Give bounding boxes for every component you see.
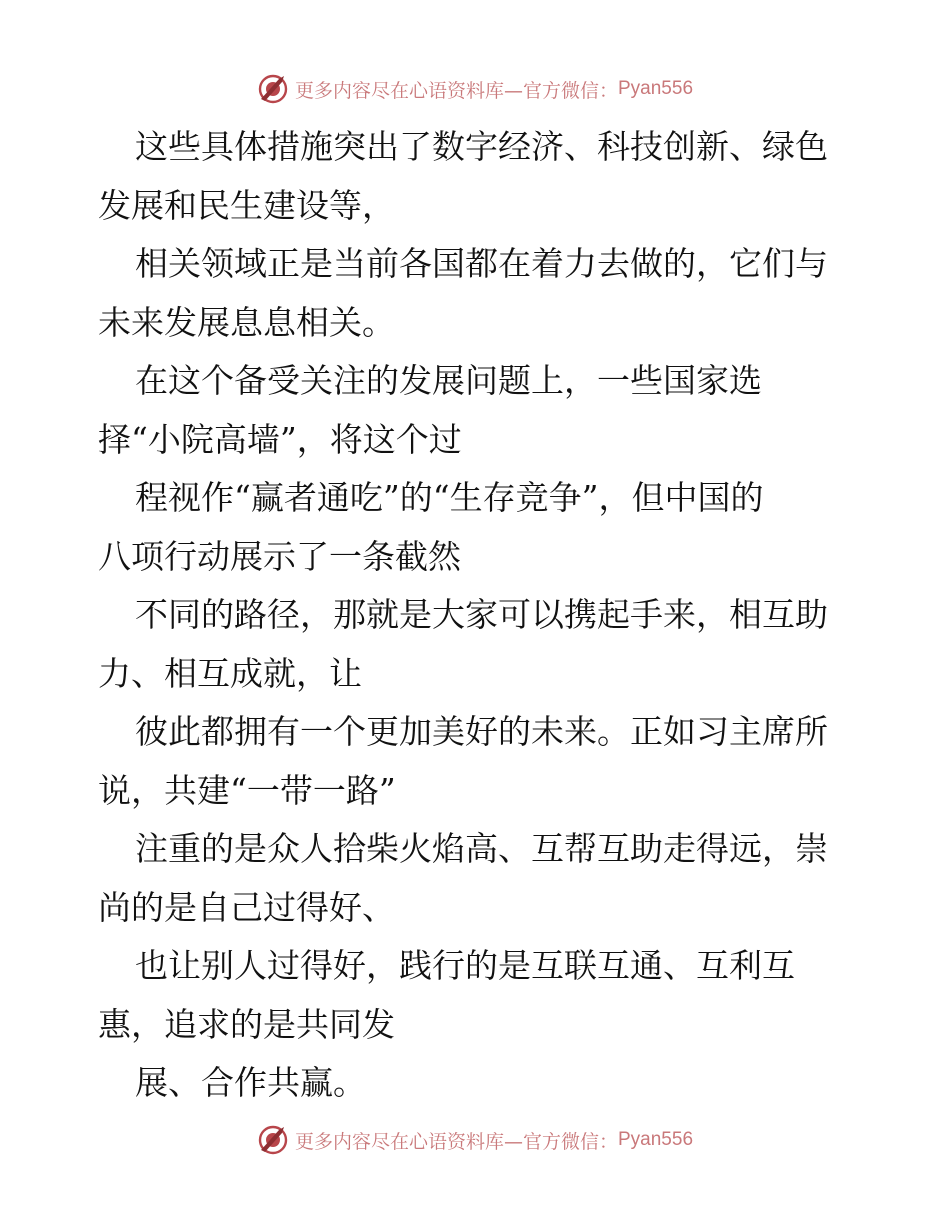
body-line: 力、相互成就，让 [98,653,362,693]
body-line: 相关领域正是当前各国都在着力去做的，它们与 [135,244,828,283]
banner-wechat-id: Pyan556 [618,1129,694,1150]
body-line: 说，共建“一带一路” [98,770,396,810]
quill-logo-icon [257,73,289,105]
body-line: 这些具体措施突出了数字经济、科技创新、绿色 [135,127,828,166]
body-line: 择“小院高墙”，将这个过 [98,419,462,459]
body-line: 程视作“赢者通吃”的“生存竞争”，但中国的 [135,478,764,517]
body-line: 也让别人过得好，践行的是互联互通、互利互 [135,946,795,985]
body-line: 尚的是自己过得好、 [98,887,395,927]
header-watermark-banner [0,69,950,109]
body-line: 在这个备受关注的发展问题上，一些国家选 [135,361,762,400]
body-line: 八项行动展示了一条截然 [98,536,461,576]
body-line: 彼此都拥有一个更加美好的未来。正如习主席所 [135,712,828,751]
body-line: 注重的是众人拾柴火焰高、互帮互助走得远，崇 [135,829,828,868]
body-line: 不同的路径，那就是大家可以携起手来，相互助 [135,595,828,634]
body-line: 未来发展息息相关。 [98,302,395,342]
document-body [98,118,858,1113]
quill-logo-icon [257,1124,289,1156]
banner-text: 更多内容尽在心语资料库—官方微信： [294,1130,618,1153]
body-line: 展、合作共赢。 [135,1063,366,1102]
banner-text: 更多内容尽在心语资料库—官方微信： [294,79,618,102]
footer-watermark-banner [0,1120,950,1160]
body-line: 惠，追求的是共同发 [98,1004,395,1044]
body-line: 发展和民生建设等， [98,185,395,225]
banner-wechat-id: Pyan556 [618,78,694,99]
